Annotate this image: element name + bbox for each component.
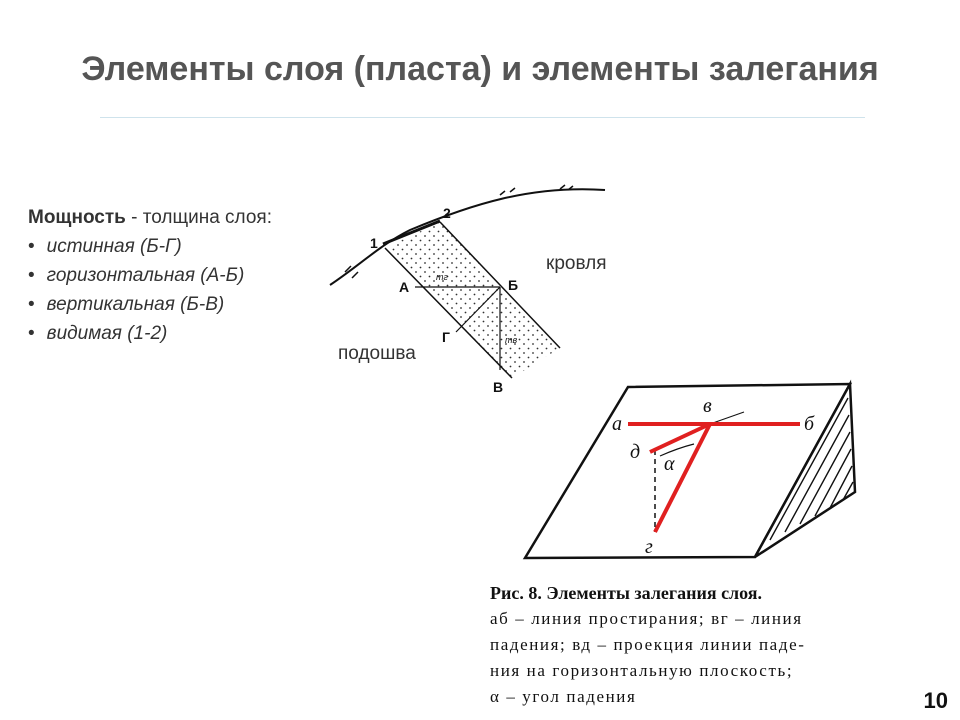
label-point-b: Б	[508, 277, 519, 293]
label-point-a: А	[399, 279, 410, 295]
label-mg: mг	[436, 272, 448, 282]
definition-text: - толщина слоя:	[125, 207, 272, 228]
label-v: в	[703, 395, 712, 417]
caption-line: α – угол падения	[490, 687, 637, 706]
caption-title: Рис. 8. Элементы залегания слоя.	[490, 583, 763, 603]
caption-line: падения; вд – проекция линии паде-	[490, 635, 806, 654]
list-item: • горизонтальная (А-Б)	[28, 261, 244, 290]
label-d: д	[630, 441, 641, 463]
definition-term: Мощность	[28, 207, 126, 228]
caption-line: ния на горизонтальную плоскость;	[490, 661, 794, 680]
label-point-g: Г	[442, 329, 450, 345]
label-alpha: α	[664, 453, 675, 475]
label-g: г	[645, 536, 653, 558]
label-point-2: 2	[443, 205, 451, 221]
bedding-elements-block	[525, 384, 855, 558]
label-roof: кровля	[546, 253, 607, 274]
label-point-1: 1	[370, 235, 378, 251]
label-a: а	[612, 413, 622, 435]
list-item: • видимая (1-2)	[28, 319, 244, 348]
label-floor: подошва	[338, 343, 416, 364]
caption-line: аб – линия простирания; вг – линия	[490, 609, 803, 628]
label-point-v: В	[493, 379, 504, 395]
label-b: б	[804, 413, 815, 435]
slide-title: Элементы слоя (пласта) и элементы залегания	[81, 50, 879, 88]
figure-caption	[490, 580, 910, 710]
list-item: • истинная (Б-Г)	[28, 232, 244, 261]
label-mv: mв	[505, 335, 518, 345]
page-number: 10	[923, 688, 948, 713]
list-item: • вертикальная (Б-В)	[28, 290, 244, 319]
